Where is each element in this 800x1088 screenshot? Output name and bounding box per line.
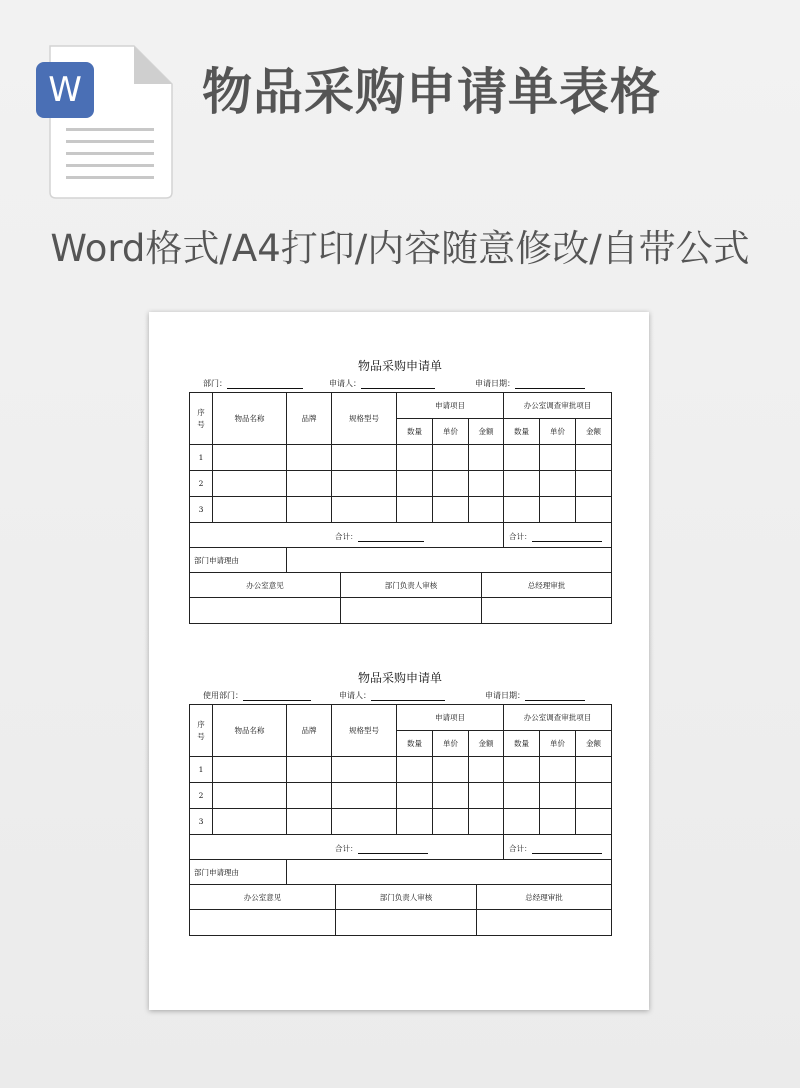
table-row	[190, 445, 612, 471]
cell[interactable]	[332, 497, 397, 523]
cell[interactable]	[287, 497, 332, 523]
gm-approval-label: 总经理审批	[477, 885, 612, 910]
dept-field[interactable]	[203, 378, 303, 389]
signoff-table	[189, 884, 612, 936]
header-item-name: 物品名称	[213, 393, 287, 445]
cell[interactable]	[576, 783, 612, 809]
table-row	[190, 497, 612, 523]
cell[interactable]	[213, 809, 287, 835]
header-apply-group: 申请项目	[397, 393, 504, 419]
reason-input[interactable]	[287, 548, 612, 573]
page-subtitle: Word格式/A4打印/内容随意修改/自带公式	[50, 227, 750, 270]
table-row	[190, 809, 612, 835]
cell[interactable]	[469, 809, 504, 835]
total-row	[190, 523, 612, 548]
cell[interactable]	[540, 471, 576, 497]
dept-review-input[interactable]	[336, 910, 477, 936]
cell[interactable]	[332, 783, 397, 809]
reason-row	[190, 548, 612, 573]
document-page	[149, 312, 649, 1010]
page-title: 物品采购申请单表格	[202, 63, 661, 121]
row-number: 2	[190, 783, 213, 809]
cell[interactable]	[504, 809, 540, 835]
cell[interactable]	[332, 809, 397, 835]
table-row	[190, 757, 612, 783]
header-office-group: 办公室调查审批项目	[504, 393, 612, 419]
cell[interactable]	[397, 783, 433, 809]
cell[interactable]	[576, 471, 612, 497]
cell[interactable]	[469, 497, 504, 523]
cell[interactable]	[213, 757, 287, 783]
gm-approval-input[interactable]	[482, 598, 612, 624]
dept-label: 使用部门：	[203, 691, 243, 700]
cell[interactable]	[287, 783, 332, 809]
row-number: 3	[190, 497, 213, 523]
total-label: 合计：	[509, 532, 532, 541]
reason-input[interactable]	[287, 860, 612, 885]
header-qty: 数量	[504, 731, 540, 757]
reason-label: 部门申请理由	[190, 548, 287, 573]
header-amount: 金额	[469, 731, 504, 757]
cell[interactable]	[332, 757, 397, 783]
header-qty: 数量	[504, 419, 540, 445]
reason-label: 部门申请理由	[190, 860, 287, 885]
form-title: 物品采购申请单	[357, 671, 442, 685]
cell[interactable]	[540, 445, 576, 471]
cell[interactable]	[469, 471, 504, 497]
total-label: 合计：	[335, 532, 358, 541]
form-meta	[189, 686, 611, 704]
gm-approval-label: 总经理审批	[482, 573, 612, 598]
apply-total-cell[interactable]	[190, 835, 504, 860]
cell[interactable]	[397, 497, 433, 523]
cell[interactable]	[213, 445, 287, 471]
cell[interactable]	[504, 783, 540, 809]
office-opinion-input[interactable]	[190, 910, 336, 936]
cell[interactable]	[469, 783, 504, 809]
cell[interactable]	[540, 757, 576, 783]
cell[interactable]	[287, 809, 332, 835]
cell[interactable]	[332, 471, 397, 497]
cell[interactable]	[287, 445, 332, 471]
row-number: 2	[190, 471, 213, 497]
cell[interactable]	[504, 445, 540, 471]
signoff-table	[189, 572, 612, 624]
applicant-field[interactable]	[339, 690, 445, 701]
office-total-cell[interactable]	[504, 523, 612, 548]
cell[interactable]	[433, 497, 469, 523]
row-number: 1	[190, 445, 213, 471]
office-opinion-label: 办公室意见	[190, 573, 341, 598]
dept-field[interactable]	[203, 690, 311, 701]
cell[interactable]	[287, 757, 332, 783]
cell[interactable]	[213, 783, 287, 809]
gm-approval-input[interactable]	[477, 910, 612, 936]
cell[interactable]	[397, 757, 433, 783]
date-label: 申请日期：	[485, 691, 525, 700]
header-qty: 数量	[397, 731, 433, 757]
cell[interactable]	[576, 497, 612, 523]
apply-total-cell[interactable]	[190, 523, 504, 548]
header-brand: 品牌	[287, 393, 332, 445]
dept-review-label: 部门负责人审核	[341, 573, 482, 598]
cell[interactable]	[397, 471, 433, 497]
cell[interactable]	[287, 471, 332, 497]
form-meta	[189, 374, 611, 392]
row-number: 1	[190, 757, 213, 783]
header-spec: 规格型号	[332, 393, 397, 445]
dept-review-label: 部门负责人审核	[336, 885, 477, 910]
reason-row	[190, 860, 612, 885]
dept-label: 部门：	[203, 379, 227, 388]
date-field[interactable]	[475, 378, 585, 389]
row-number: 3	[190, 809, 213, 835]
header-price: 单价	[433, 419, 469, 445]
office-total-cell[interactable]	[504, 835, 612, 860]
header-price: 单价	[540, 731, 576, 757]
applicant-field[interactable]	[329, 378, 435, 389]
cell[interactable]	[433, 783, 469, 809]
cell[interactable]	[504, 471, 540, 497]
cell[interactable]	[433, 471, 469, 497]
total-label: 合计：	[509, 844, 532, 853]
cell[interactable]	[397, 445, 433, 471]
header-amount: 金额	[576, 419, 612, 445]
word-badge-letter: W	[48, 70, 82, 110]
purchase-form-2	[189, 670, 611, 936]
cell[interactable]	[433, 809, 469, 835]
cell[interactable]	[576, 757, 612, 783]
purchase-table	[189, 704, 612, 885]
header-price: 单价	[540, 419, 576, 445]
purchase-table	[189, 392, 612, 573]
cell[interactable]	[397, 809, 433, 835]
header-office-group: 办公室调查审批项目	[504, 705, 612, 731]
applicant-label: 申请人：	[339, 691, 371, 700]
cell[interactable]	[433, 445, 469, 471]
table-row	[190, 783, 612, 809]
office-opinion-label: 办公室意见	[190, 885, 336, 910]
cell[interactable]	[540, 497, 576, 523]
cell[interactable]	[504, 497, 540, 523]
total-row	[190, 835, 612, 860]
header-seq: 序 号	[190, 393, 213, 445]
date-field[interactable]	[485, 690, 585, 701]
header-amount: 金额	[576, 731, 612, 757]
cell[interactable]	[576, 445, 612, 471]
dept-review-input[interactable]	[341, 598, 482, 624]
header-spec: 规格型号	[332, 705, 397, 757]
cell[interactable]	[504, 757, 540, 783]
applicant-label: 申请人：	[329, 379, 361, 388]
header-item-name: 物品名称	[213, 705, 287, 757]
header-qty: 数量	[397, 419, 433, 445]
cell[interactable]	[469, 445, 504, 471]
cell[interactable]	[576, 809, 612, 835]
header-brand: 品牌	[287, 705, 332, 757]
cell[interactable]	[213, 497, 287, 523]
office-opinion-input[interactable]	[190, 598, 341, 624]
cell[interactable]	[433, 757, 469, 783]
header-seq: 序 号	[190, 705, 213, 757]
cell[interactable]	[213, 471, 287, 497]
header-apply-group: 申请项目	[397, 705, 504, 731]
total-label: 合计：	[335, 844, 358, 853]
cell[interactable]	[540, 809, 576, 835]
header-price: 单价	[433, 731, 469, 757]
cell[interactable]	[540, 783, 576, 809]
cell[interactable]	[469, 757, 504, 783]
date-label: 申请日期：	[475, 379, 515, 388]
cell[interactable]	[332, 445, 397, 471]
table-row	[190, 471, 612, 497]
form-title: 物品采购申请单	[357, 359, 442, 373]
purchase-form-1	[189, 358, 611, 624]
header-amount: 金额	[469, 419, 504, 445]
